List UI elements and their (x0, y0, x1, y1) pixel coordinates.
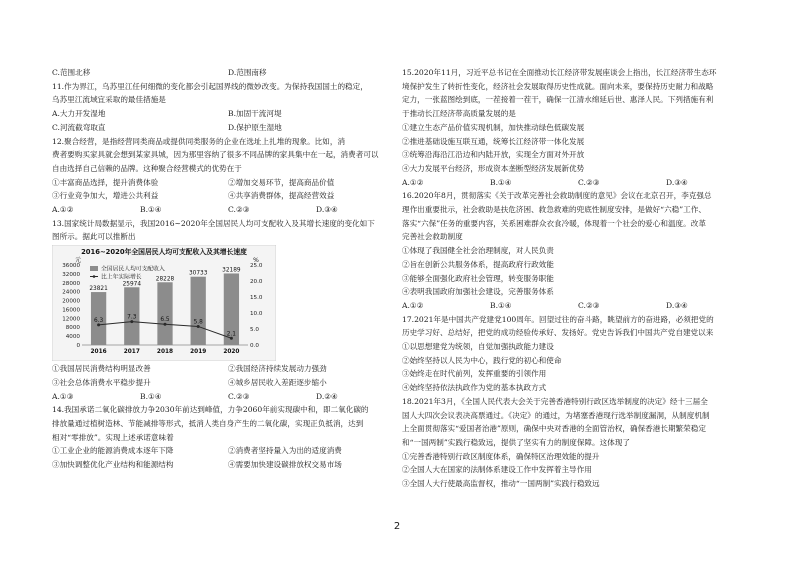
question-stem: 和“一国两制”实践行稳致远，提供了坚实有力的制度保障。这体现了 (402, 437, 630, 447)
option: ③加快调整优化产业结构和能源结构 (52, 460, 174, 470)
growth-value-label: 6.5 (160, 317, 170, 324)
question-stem: 定力，一张蓝图绘到底，一茬接着一茬干，确保一江清水绵延后世、惠泽人民。下列措施有利 (402, 95, 714, 105)
growth-value-label: 5.8 (193, 319, 203, 326)
option: ④始终坚持依法执政作为党的基本执政方式 (402, 383, 547, 393)
answer-d: D.③④ (666, 300, 688, 310)
question-stem: 17.2021年是中国共产党建党100周年。回望过往的奋斗路，眺望前方的奋进路，必须把党的 (402, 314, 714, 324)
option: ①丰富商品选择，提升消费体验 (52, 177, 159, 187)
y-left-tick-label: 16000 (62, 307, 80, 314)
answer-b: B.①④ (490, 300, 512, 310)
option: D.保护原生湿地 (228, 122, 282, 132)
income-bar (191, 277, 206, 345)
option: ④大力发展平台经济，形成资本垄断型经济发展新优势 (402, 163, 585, 173)
option: A.大力开发湿地 (52, 109, 106, 119)
question-stem: 12.聚合经营，是指经营同类商品或提供同类服务的企业在选址上扎堆的现象。比如，消 (52, 136, 346, 146)
option-c: C.范围北移 (52, 68, 91, 77)
y-right-tick-label: 5.0 (250, 327, 259, 334)
option: ①我国居民消费结构明显改善 (52, 364, 151, 374)
option-d: D.范围南移 (228, 68, 267, 77)
question-stem: 图所示。据此可以推断出 (52, 232, 136, 242)
option: ③全国人大行使最高监督权，推动“一国两制”实践行稳致远 (402, 479, 600, 489)
option: ②始终坚持以人民为中心，践行党的初心和使命 (402, 355, 562, 365)
option: ①以思想建党为统领，自觉加强执政能力建设 (402, 342, 554, 352)
option: ②增加交易环节，提高商品价值 (228, 177, 335, 187)
answer-a: A.①② (402, 177, 424, 187)
y-left-tick-label: 12000 (62, 316, 80, 323)
y-left-tick-label: 24000 (62, 289, 80, 296)
option: ②推进基础设施互联互通，统筹长江经济带一体化发展 (402, 136, 585, 146)
answer-c: C.②③ (578, 177, 600, 187)
bar-value-label: 28228 (155, 276, 175, 283)
options-row (52, 189, 404, 203)
y-left-tick-label: 32000 (62, 272, 80, 279)
y-left-tick-label: 36000 (62, 263, 80, 270)
option: ④共享消费群体，提高经营效益 (228, 191, 335, 201)
y-right-tick-label: 25.0 (250, 263, 263, 270)
question-14 (52, 403, 404, 472)
y-right-tick-label: 10.0 (250, 311, 263, 318)
y-right-tick-label: 15.0 (250, 295, 263, 302)
question-stem: 理作出重要批示，社会救助是扶危济困、救急救难的兜底性制度安排，是做好“六稳”工作、 (402, 205, 706, 215)
question-stem: 16.2020年8月，贯彻落实《关于改革完善社会救助制度的意见》会议在北京召开，李克强总 (402, 191, 712, 201)
question-11 (52, 80, 404, 135)
option: ③始终走在时代前列，发挥重要的引领作用 (402, 369, 547, 379)
option: C.河流截弯取直 (52, 122, 106, 132)
option: ④表明我国政府加强社会建设，完善服务体系 (402, 287, 554, 297)
options-row (52, 458, 404, 472)
option: ③能够全面强化政府社会管理，转变服务职能 (402, 273, 554, 283)
y-right-tick-label: 20.0 (250, 279, 263, 286)
x-tick-label: 2019 (190, 349, 207, 356)
question-stem: 上全面贯彻落实“爱国者治港”原则，确保中央对香港的全面管治权，确保香港长期繁荣稳定 (402, 424, 706, 434)
growth-value-label: 7.3 (127, 314, 137, 321)
y-left-unit: 元 (74, 257, 82, 265)
y-left-tick-label: 4000 (65, 334, 80, 341)
options-row (52, 107, 404, 121)
answer-b: B.①④ (140, 205, 162, 215)
y-right-tick-label: 0.0 (250, 343, 259, 350)
x-tick-label: 2016 (90, 349, 107, 356)
question-stem: 18.2021年3月，《全国人民代表大会关于完善香港特别行政区选举制度的决定》经十三届全 (402, 396, 708, 406)
left-column (52, 66, 404, 472)
growth-value-label: 6.3 (93, 317, 104, 324)
answer-d: D.③④ (666, 177, 688, 187)
y-left-tick-label: 0 (76, 343, 80, 350)
answer-a: A.①② (402, 300, 424, 310)
question-stem: 13.国家统计局数据显示，我国2016~2020年全国居民人均可支配收入及其增长速度的变化如下 (52, 218, 375, 228)
question-stem: 历史学习好、总结好，把党的成功经验传承好、发扬好。党史告诉我们中国共产党自建党以来 (402, 328, 714, 338)
question-17 (402, 313, 754, 395)
question-stem: 国人大四次会议表决高票通过。《决定》的通过，为堵塞香港现行选举制度漏洞，从制度机制 (402, 410, 710, 420)
legend-line-marker (93, 275, 96, 278)
q10-options-cd (52, 66, 404, 80)
page-number: 2 (393, 521, 401, 532)
question-13 (52, 217, 404, 404)
option: ①建立生态产品价值实现机制，加快推动绿色低碳发展 (402, 122, 585, 132)
answer-a: A.①② (52, 205, 74, 215)
answers-row (52, 390, 404, 404)
option: ③社会总体消费水平稳步提升 (52, 377, 151, 387)
answer-c: C.②③ (228, 205, 250, 215)
question-stem: 落实“六保”任务的重要内容，关系困难群众衣食冷暖，体现着一个社会的爱心和温度。改革 (402, 218, 706, 228)
growth-value-label: 2.1 (226, 331, 237, 338)
question-stem: 11.作为界江，乌苏里江任何细微的变化都会引起国界线的微妙改变。为保持我国国土的稳定， (52, 81, 368, 91)
options-row (52, 121, 404, 135)
option: ②旨在创新公共服务体系，提高政府行政效能 (402, 259, 554, 269)
x-tick-label: 2020 (223, 349, 240, 356)
answer-b: B.①④ (490, 177, 512, 187)
answer-c: C.②③ (228, 391, 250, 401)
option: ②我国经济持续发展动力强劲 (228, 364, 327, 374)
options-row (52, 376, 404, 390)
option: ③行业竞争加大，增进公共利益 (52, 191, 159, 201)
answers-row (52, 203, 404, 217)
answer-a: A.①③ (52, 391, 74, 401)
question-stem: 排放量通过植树造林、节能减排等形式，抵消人类自身产生的二氧化碳，实现正负抵消，达到 (52, 418, 364, 428)
options-row (52, 362, 404, 376)
question-15 (402, 66, 754, 189)
income-chart-svg (52, 245, 276, 361)
x-tick-label: 2018 (156, 349, 174, 356)
question-12 (52, 135, 404, 217)
bar-value-label: 30733 (188, 270, 208, 277)
legend-line-label: 比上年实际增长 (101, 274, 142, 281)
income-bar (157, 282, 172, 345)
option: ①体现了我国健全社会治理制度，对人民负责 (402, 246, 554, 256)
question-stem: 于推动长江经济带高质量发展的是 (402, 109, 516, 119)
option: ③统筹沿海沿江沿边和内陆开放，实现全方面对外开放 (402, 150, 585, 160)
question-stem: 14.我国承诺二氧化碳排放力争2030年前达到峰值，力争2060年前实现碳中和，即二氧化碳的 (52, 405, 369, 415)
options-row (52, 444, 404, 458)
question-stem: 境保护发生了转折性变化，经济社会发展取得历史性成就。面向未来，要保持历史耐力和战略 (402, 81, 714, 91)
legend-bar-swatch (90, 266, 98, 271)
option: ②全国人大在国家的法制体系建设工作中发挥着主导作用 (402, 465, 592, 475)
option: ④需要加快建设碳排放权交易市场 (228, 460, 342, 470)
option: ①完善香港特别行政区制度体系，确保特区治理效能的提升 (402, 451, 600, 461)
y-left-tick-label: 8000 (65, 325, 80, 332)
question-stem: 乌苏里江流域宜采取的最佳措施是 (52, 95, 166, 105)
option: B.加固干流河堤 (228, 109, 282, 119)
y-left-tick-label: 20000 (62, 298, 80, 305)
answer-c: C.②③ (578, 300, 600, 310)
question-stem: 相对“零排放”。实现上述承诺意味着 (52, 432, 174, 442)
answers-row (402, 176, 754, 190)
legend-bar-label: 全国居民人均可支配收入 (101, 266, 165, 273)
options-row (52, 176, 404, 190)
question-stem: 完善社会救助制度 (402, 232, 463, 242)
question-stem: 自由选择自己信赖的品牌。这种聚合经营模式的优势在于 (52, 163, 242, 173)
x-tick-label: 2017 (123, 349, 140, 356)
chart-title: 2016~2020年全国居民人均可支配收入及其增长速度 (81, 248, 247, 257)
option: ②消费者坚持量入为出的适度消费 (228, 446, 342, 456)
option: ①工业企业的能源消费成本逐年下降 (52, 446, 174, 456)
bar-value-label: 25974 (122, 281, 142, 288)
y-right-unit: % (253, 257, 259, 265)
question-stem: 费者要购买家具就会想到某家具城，因为那里容纳了很多不同品牌的家具集中在一起，消费者可以 (52, 150, 379, 160)
answer-d: D.②④ (316, 391, 338, 401)
income-chart (52, 245, 404, 361)
bar-value-label: 32189 (222, 267, 241, 274)
answer-d: D.③④ (316, 205, 338, 215)
question-18 (402, 395, 754, 491)
answer-b: B.①④ (140, 391, 162, 401)
right-column (402, 66, 754, 491)
option: ④城乡居民收入差距逐步缩小 (228, 377, 327, 387)
question-stem: 15.2020年11月，习近平总书记在全面推动长江经济带发展座谈会上指出，长江经济带生态环 (402, 68, 717, 77)
answers-row (402, 299, 754, 313)
question-16 (402, 189, 754, 312)
bar-value-label: 23821 (89, 286, 108, 293)
y-left-tick-label: 28000 (62, 280, 80, 287)
